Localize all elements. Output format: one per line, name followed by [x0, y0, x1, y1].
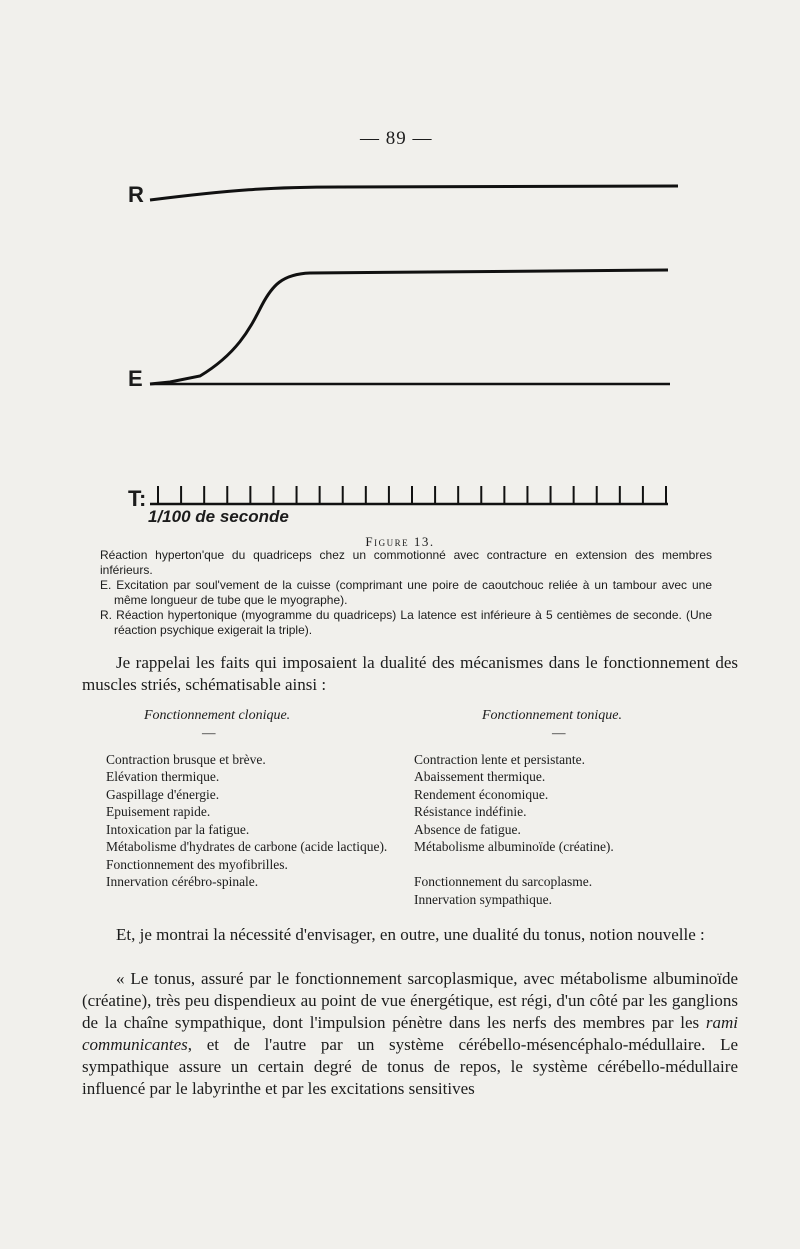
list-item: Métabolisme d'hydrates de carbone (acide lactique). [106, 839, 388, 854]
list-item: Abaissement thermique. [414, 769, 546, 784]
list-item: Epuisement rapide. [106, 804, 211, 819]
list-item: Innervation cérébro-spinale. [106, 874, 259, 889]
page-number: — 89 — [360, 128, 433, 149]
time-scale-label: 1/100 de seconde [148, 507, 289, 526]
column-tonique [414, 707, 714, 908]
body-paragraph [82, 968, 738, 1100]
column-clonique [106, 707, 406, 891]
list-item: Rendement économique. [414, 786, 549, 802]
list-item-spacer [414, 856, 714, 874]
list-item: Résistance indéfinie. [414, 804, 527, 819]
myogram-figure [0, 0, 800, 530]
column-heading: Fonctionnement clonique. [144, 708, 291, 723]
column-heading: Fonctionnement tonique. [482, 708, 622, 723]
list-item: Intoxication par la fatigue. [106, 821, 250, 837]
figure-legend [100, 548, 712, 638]
list-item: Innervation sympathique. [414, 891, 552, 907]
list-item: Contraction brusque et brève. [106, 751, 266, 767]
legend-line: E. Excitation par soul'vement de la cuisse (comprimant une poire de caoutchouc reliée à un tambour avec une même longueur de tube que le myographe). [100, 578, 712, 607]
body-paragraph [82, 924, 738, 946]
trace-r-line [150, 186, 678, 200]
list-item: Gaspillage d'énergie. [106, 786, 220, 802]
list-item: Contraction lente et persistante. [414, 751, 585, 767]
trace-e-label: E [128, 366, 143, 391]
trace-t-label: T: [128, 486, 147, 511]
paragraph-text: Je rappelai les faits qui imposaient la dualité des mécanismes dans le fonctionnement des muscles striés, schématisable ainsi : [82, 653, 738, 694]
column-dash: — [202, 724, 216, 740]
figure-title: Figure 13. [365, 534, 435, 549]
trace-r-label: R [128, 182, 144, 207]
list-item: Métabolisme albuminoïde (créatine). [414, 839, 614, 854]
paragraph-text: « Le tonus, assuré par le fonctionnement sarcoplasmique, avec métabolisme albuminoïde (créatine), très peu dispendieux au point de vue énergétique, est régi, d'un côté par les ganglions de la chaîne sympathique, dont l'impulsion pénètre dans les nerfs des membres par les rami communicantes, et de l'autre par un système cérébello-mésencéphalo-médullaire. Le sympathique assure un certain degré de tonus de repos, le système cérébello-médullaire influencé par le labyrinthe et par les excitations sensitives [82, 969, 738, 1098]
list-item: Fonctionnement des myofibrilles. [106, 856, 288, 872]
list-item: Elévation thermique. [106, 769, 220, 784]
body-paragraph [82, 652, 738, 696]
list-item: Absence de fatigue. [414, 821, 521, 837]
column-dash: — [552, 724, 566, 740]
legend-line: Réaction hyperton'que du quadriceps chez un commotionné avec contracture en extension des membres inférieurs. [100, 548, 712, 577]
legend-line: R. Réaction hypertonique (myogramme du quadriceps) La latence est inférieure à 5 centièmes de seconde. (Une réaction psychique exigerait la triple). [100, 608, 712, 637]
list-item: Fonctionnement du sarcoplasme. [414, 874, 593, 889]
time-ticks [158, 486, 666, 504]
trace-e-line [150, 270, 668, 384]
paragraph-text: Et, je montrai la nécessité d'envisager, en outre, une dualité du tonus, notion nouvelle : [116, 925, 705, 944]
